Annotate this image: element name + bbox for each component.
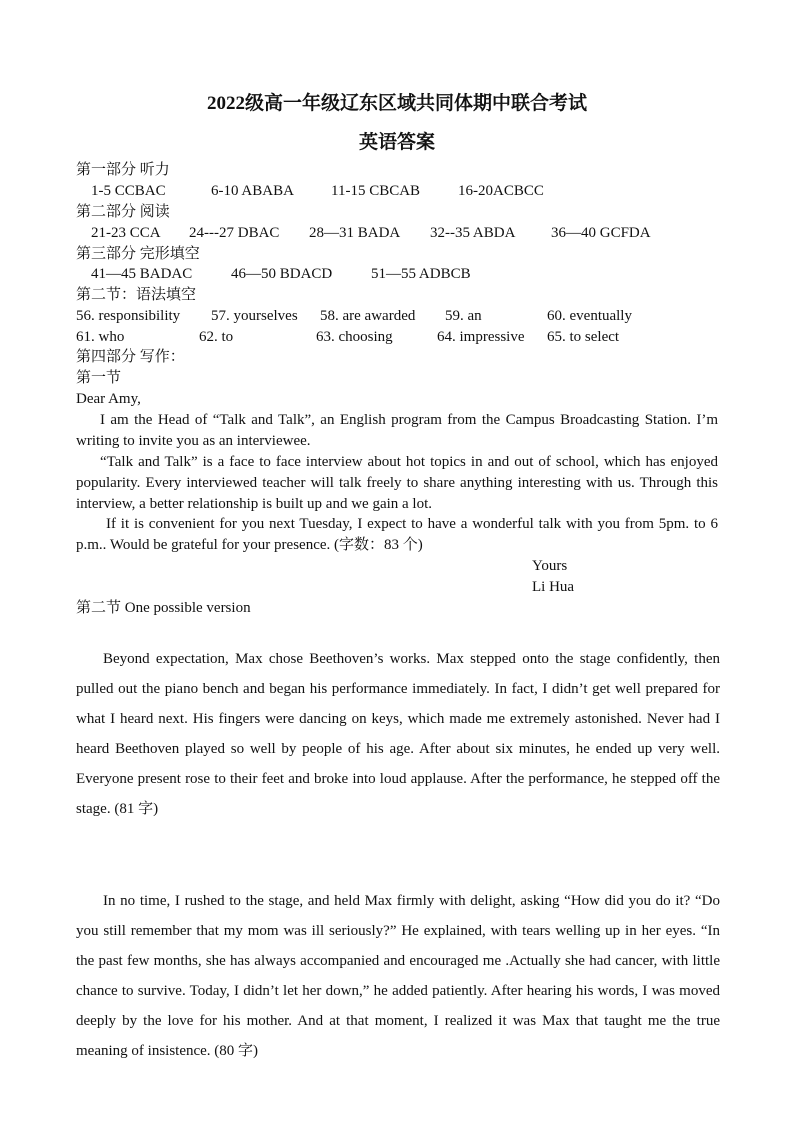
essay-paragraph-1: Beyond expectation, Max chose Beethoven’s works. Max stepped onto the stage confidently, then pulled out the piano bench and began his performance immediately. In fact, I didn’t get well prepared for what I heard next. His fingers were dancing on keys, which made me extremely astonished. Never had I heard Beethoven played so well by people of his age. After about six minutes, he ended up very well. Everyone present rose to their feet and broke into loud applause. After the performance, he stepped off the stage. (81 字) (76, 651, 720, 817)
letter-closing: Yours (532, 558, 568, 574)
part2-answer: 21-23 CCA (91, 225, 161, 241)
part2-answer: 36—40 GCFDA (551, 225, 651, 241)
part4-heading: 第四部分 写作： (76, 349, 185, 365)
grammar-answer: 58. are awarded (320, 308, 416, 324)
section2-heading: 第二节 One possible version (76, 600, 251, 616)
part3-answer: 51—55 ADBCB (371, 266, 471, 282)
part2-answer: 28—31 BADA (309, 225, 401, 241)
letter-greeting: Dear Amy, (76, 391, 141, 407)
grammar-heading: 第二节：语法填空 (76, 287, 197, 303)
grammar-answer: 56. responsibility (76, 308, 181, 324)
grammar-answer: 62. to (199, 329, 234, 345)
part3-answer: 41—45 BADAC (91, 266, 193, 282)
part3-heading: 第三部分 完形填空 (76, 246, 200, 262)
grammar-answer: 60. eventually (547, 308, 632, 324)
part2-heading: 第二部分 阅读 (76, 204, 170, 220)
grammar-answer: 59. an (445, 308, 482, 324)
grammar-answer: 65. to select (547, 329, 620, 345)
part1-answer: 6-10 ABABA (211, 183, 294, 199)
page-subtitle: 英语答案 (358, 132, 435, 153)
part3-answer: 46—50 BDACD (231, 266, 333, 282)
part1-answer: 11-15 CBCAB (331, 183, 421, 199)
letter-signature: Li Hua (532, 579, 575, 595)
letter-paragraph-1: I am the Head of “Talk and Talk”, an English program from the Campus Broadcasting Station. I’m writing to invite you as an interviewee. (76, 412, 718, 449)
part2-answer: 32--35 ABDA (430, 225, 516, 241)
letter-paragraph-3: If it is convenient for you next Tuesday, I expect to have a wonderful talk with you from 5pm. to 6 p.m.. Would be grateful for your presence. (字数：83 个) (76, 516, 718, 553)
grammar-answer: 63. choosing (316, 329, 393, 345)
part1-answer: 16-20ACBCC (458, 183, 544, 199)
section1-heading: 第一节 (76, 370, 122, 386)
page-title: 2022级高一年级辽东区域共同体期中联合考试 (206, 93, 587, 114)
part2-answer: 24---27 DBAC (189, 225, 280, 241)
essay-paragraph-2: In no time, I rushed to the stage, and held Max firmly with delight, asking “How did you do it? “Do you still remember that my mom was ill seriously?” He explained, with tears welling up in her eyes. “In the past few months, she has always accompanied and encouraged me .Actually she had cancer, with little chance to survive. Today, I didn’t let her down,” he added patiently. After hearing his words, I was moved deeply by the love for his mother. And at that moment, I realized it was Max that taught me the true meaning of insistence. (80 字) (76, 893, 720, 1059)
part1-answer: 1-5 CCBAC (91, 183, 166, 199)
part1-heading: 第一部分 听力 (76, 162, 170, 178)
grammar-answer: 64. impressive (437, 329, 525, 345)
grammar-answer: 57. yourselves (211, 308, 298, 324)
letter-paragraph-2: “Talk and Talk” is a face to face interview about hot topics in and out of school, which has enjoyed popularity. Every interviewed teacher will talk freely to share anything interesting with us. Through this interview, a better relationship is built up and we gain a lot. (76, 454, 718, 512)
grammar-answer: 61. who (76, 329, 125, 345)
